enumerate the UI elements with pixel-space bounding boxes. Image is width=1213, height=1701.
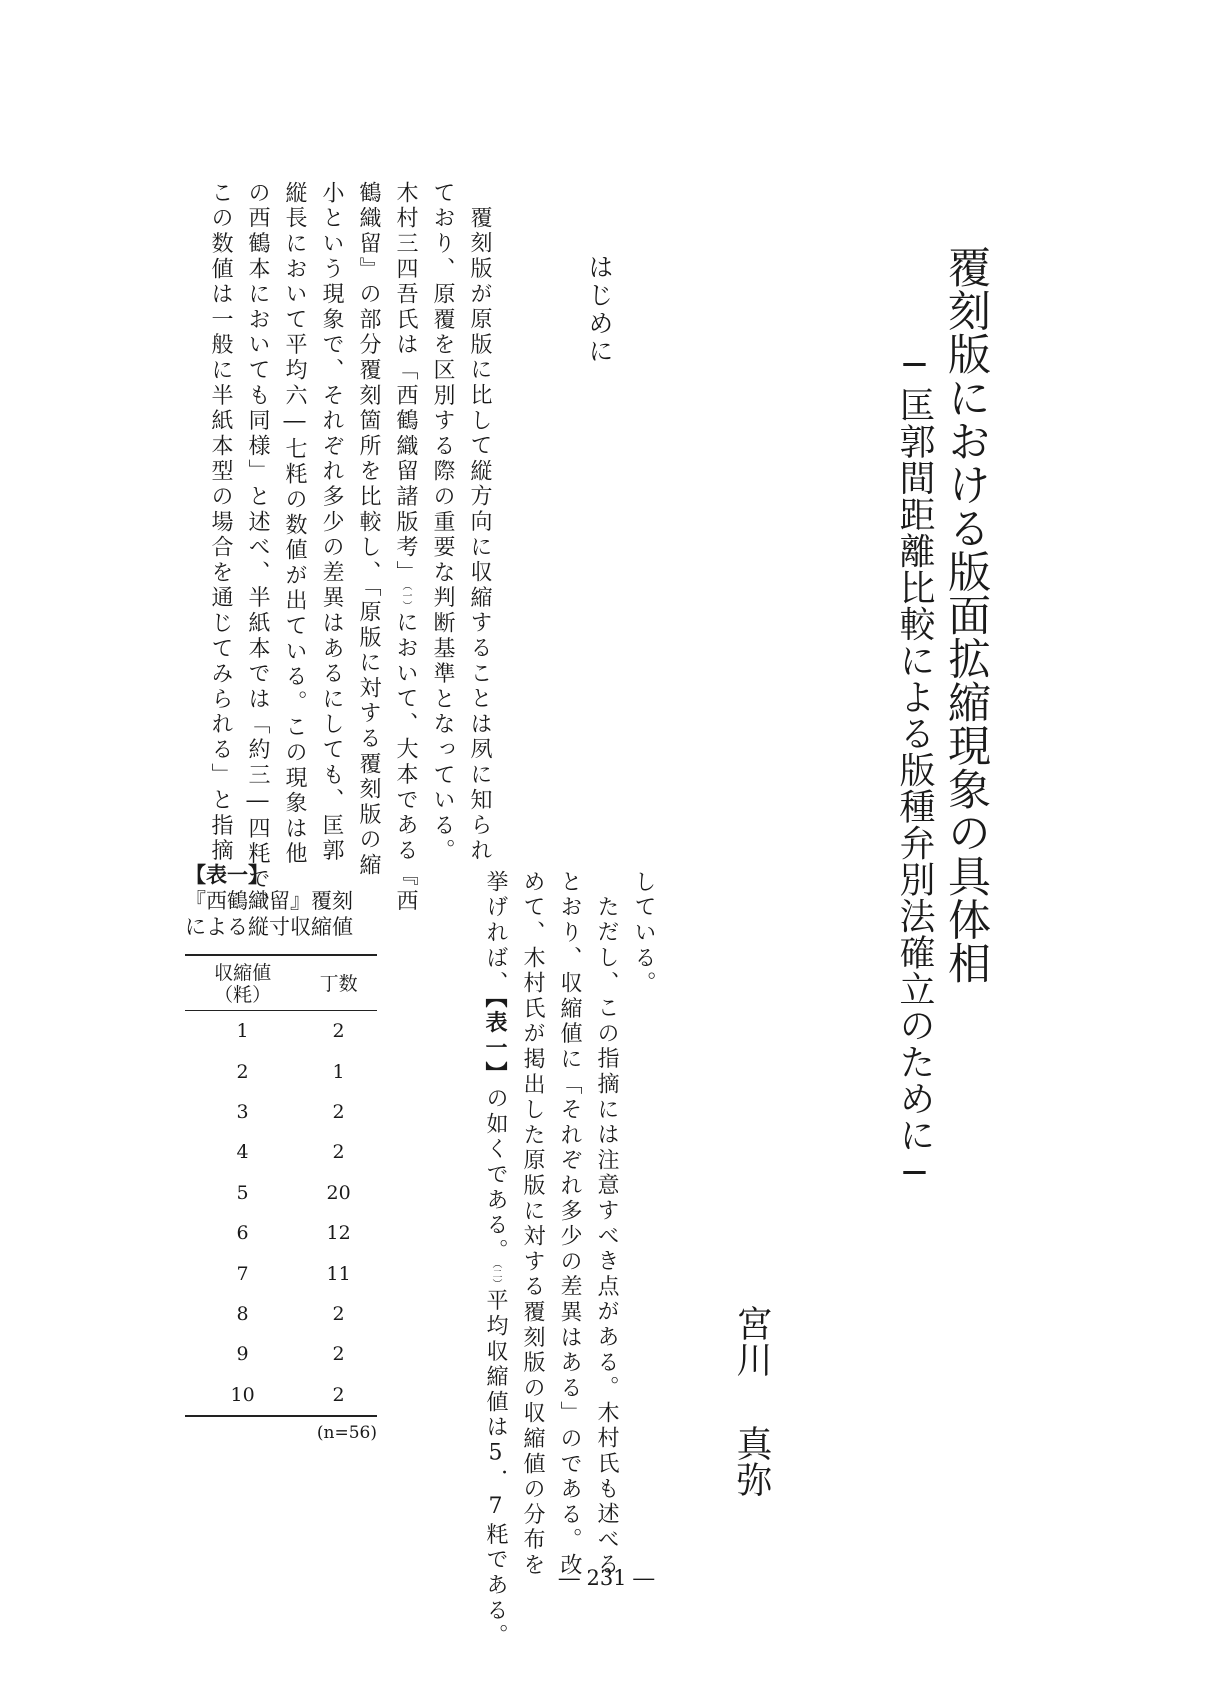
body-line-4: 鶴織留』の部分覆刻箇所を比較し、「原版に対する覆刻版の縮: [356, 181, 381, 879]
shrink-value: 10: [230, 1383, 255, 1406]
note-ref-1: （一）: [400, 585, 411, 611]
table-row: [185, 1253, 377, 1293]
shrink-value: 5: [236, 1181, 249, 1204]
body-cont-line-3: とおり、収縮値に「それぞれ多少の差異はある」のである。改: [557, 870, 582, 1579]
shrink-value: 6: [236, 1222, 249, 1245]
shrink-value: 2: [236, 1060, 249, 1083]
body-line-8: この数値は一般に半紙本型の場合を通じてみられる」と指摘: [208, 181, 233, 865]
body-line-3-text-b: において、大本である『西: [393, 610, 418, 915]
table-sample-size: (n=56): [316, 1422, 377, 1443]
table-row: [185, 1334, 377, 1374]
table-caption-line-2: による縦寸収縮値: [185, 915, 353, 939]
author-family-name: 宮川: [731, 1305, 772, 1377]
table-row: [185, 1294, 377, 1334]
shrink-value: 3: [236, 1100, 249, 1123]
body-cont-line-5-d: 平均収縮値は5．7粍である。: [483, 1288, 508, 1650]
body-cont-line-2: ただし、この指摘には注意すべき点がある。木村氏も述べる: [594, 895, 619, 1579]
table-header-count: 丁数: [300, 955, 377, 1011]
leaf-count: 2: [332, 1302, 345, 1325]
body-line-2: ており、原覆を区別する際の重要な判断基準となっている。: [430, 181, 455, 865]
leaf-count: 11: [326, 1262, 351, 1285]
leaf-count: 20: [326, 1181, 351, 1204]
body-line-3-text-a: 木村三四吾氏は「西鶴織留諸版考」: [393, 181, 418, 586]
section-heading: はじめに: [585, 254, 614, 366]
leaf-count: 2: [332, 1020, 345, 1043]
leaf-count: 2: [332, 1343, 345, 1366]
leaf-count: 2: [332, 1100, 345, 1123]
table-row: [185, 1011, 377, 1052]
shrink-value: 9: [236, 1343, 249, 1366]
table-caption-label: 【表一】: [185, 862, 269, 887]
body-line-3: [394, 181, 416, 914]
table-row: [185, 1051, 377, 1091]
author-given-name: 真弥: [731, 1425, 772, 1497]
table-ref: 【表一】: [482, 996, 508, 1087]
page-title: 覆刻版における版面拡縮現象の具体相: [941, 245, 991, 985]
header-value-line-1: 収縮値: [214, 962, 272, 984]
leaf-count: 12: [326, 1222, 351, 1245]
note-ref-2: （二）: [490, 1263, 501, 1289]
body-line-1: 覆刻版が原版に比して縦方向に収縮することは夙に知られ: [467, 206, 492, 864]
page-subtitle: ─匡郭間距離比較による版種弁別法確立のために─: [894, 345, 935, 1195]
table-caption-line-1: 『西鶴織留』覆刻: [185, 889, 353, 913]
body-cont-line-1: している。: [631, 870, 656, 997]
table-row: [185, 1375, 377, 1416]
leaf-count: 2: [332, 1383, 345, 1406]
shrink-value: 4: [236, 1141, 249, 1164]
table-row: [185, 1173, 377, 1213]
table-row: [185, 1132, 377, 1172]
table-row: [185, 1092, 377, 1132]
body-line-5: 小という現象で、それぞれ多少の差異はあるにしても、匡郭: [319, 181, 344, 865]
shrinkage-table: [185, 954, 377, 1417]
page-number: ― 231 ―: [558, 1566, 655, 1590]
leaf-count: 1: [332, 1060, 345, 1083]
shrink-value: 1: [236, 1020, 249, 1043]
shrink-value: 7: [236, 1262, 249, 1285]
leaf-count: 2: [332, 1141, 345, 1164]
table-header-row: [185, 955, 377, 1011]
body-cont-line-5: [484, 870, 506, 1649]
table-row: [185, 1213, 377, 1253]
table-block: [185, 862, 380, 1443]
body-line-7: の西鶴本においても同様」と述べ、半紙本では「約三―四粍で、: [245, 181, 270, 918]
header-value-line-2: （粍）: [214, 984, 272, 1006]
body-cont-line-5-a: 挙げれば、: [483, 870, 508, 997]
body-cont-line-5-c: の如くである。: [483, 1086, 508, 1264]
body-line-6: 縦長において平均六―七粍の数値が出ている。この現象は他: [282, 181, 307, 868]
shrink-value: 8: [236, 1302, 249, 1325]
body-cont-line-4: めて、木村氏が掲出した原版に対する覆刻版の収縮値の分布を: [520, 870, 545, 1579]
table-header-value: [185, 955, 300, 1011]
